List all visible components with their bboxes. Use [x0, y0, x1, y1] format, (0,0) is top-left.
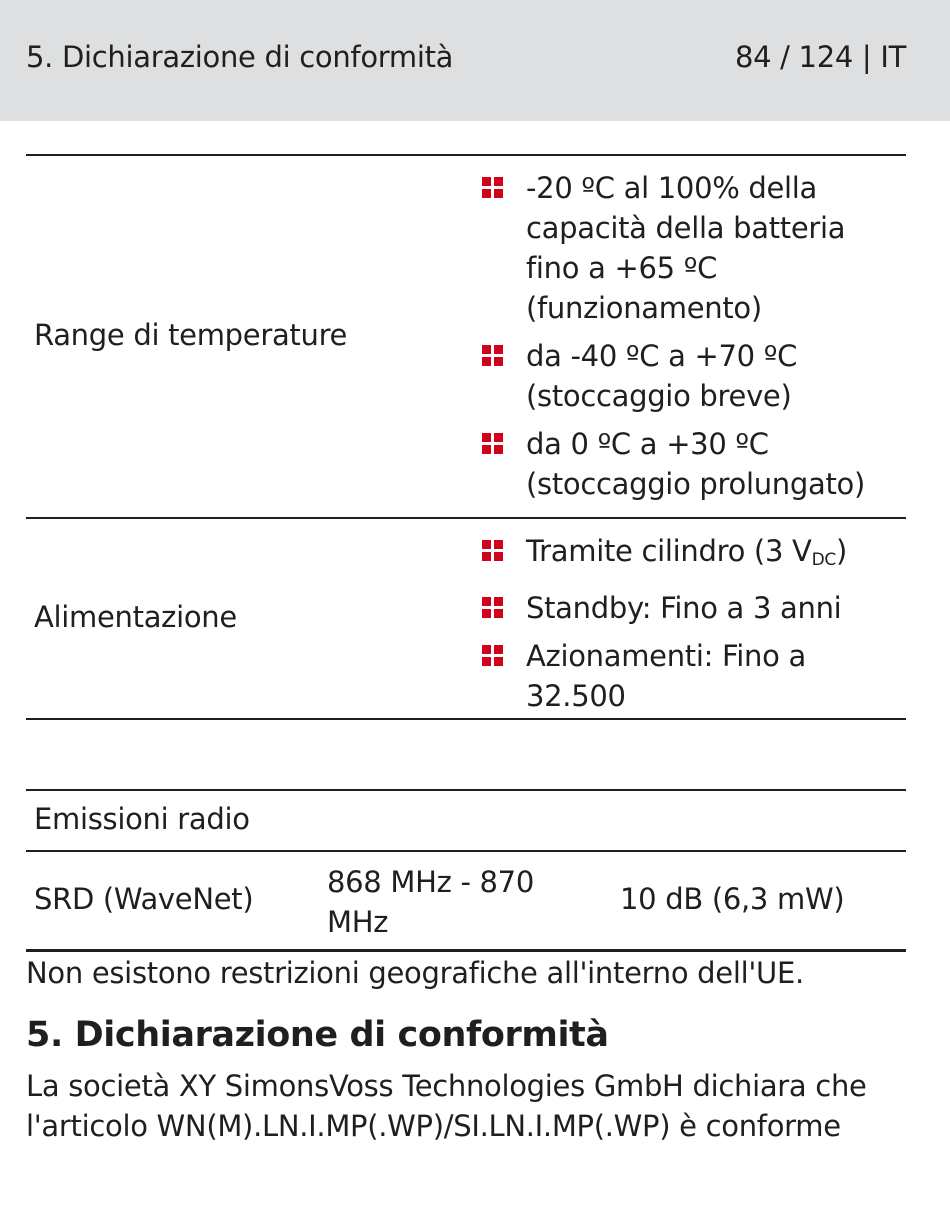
red-square-bullet-icon: [482, 540, 504, 562]
list-item: -20 ºC al 100% della capacità della batteria fino a +65 ºC (funzionamento): [482, 168, 902, 328]
section-heading: 5. Dichiarazione di conformità: [26, 1015, 609, 1055]
red-square-bullet-icon: [482, 345, 504, 367]
section-paragraph: La società XY SimonsVoss Technologies GmbH dichiara che l'articolo WN(M).LN.I.MP(.WP)/SI.LN.I.MP(.WP) è conforme: [26, 1069, 867, 1143]
list-item: da 0 ºC a +30 ºC (stoccaggio prolungato): [482, 424, 902, 504]
list-item: da -40 ºC a +70 ºC (stoccaggio breve): [482, 336, 902, 416]
header-title: 5. Dichiarazione di conformità: [26, 40, 454, 74]
red-square-bullet-icon: [482, 177, 504, 199]
red-square-bullet-icon: [482, 433, 504, 455]
list-item: Azionamenti: Fino a 32.500: [482, 636, 902, 716]
temperature-list: [482, 168, 902, 512]
geo-restrictions-note: Non esistono restrizioni geografiche all'interno dell'UE.: [26, 956, 804, 990]
radio-power: 10 dB (6,3 mW): [620, 882, 845, 916]
radio-type: SRD (WaveNet): [34, 882, 254, 916]
radio-emissions-header: Emissioni radio: [34, 802, 250, 836]
table-rule: [26, 850, 906, 852]
table-rule: [26, 949, 906, 952]
table-rule: [26, 517, 906, 519]
table-rule: [26, 789, 906, 791]
list-item: Tramite cilindro (3 $V_{DC}$): [482, 531, 902, 580]
list-item: Standby: Fino a 3 anni: [482, 588, 902, 628]
row-label-power-supply: Alimentazione: [34, 600, 237, 634]
red-square-bullet-icon: [482, 597, 504, 619]
table-rule: [26, 154, 906, 156]
power-supply-list: [482, 531, 902, 724]
table-rule: [26, 718, 906, 720]
row-label-temperature: Range di temperature: [34, 318, 348, 352]
header-page-info: 84 / 124 | IT: [734, 40, 906, 74]
red-square-bullet-icon: [482, 645, 504, 667]
page-header: [0, 0, 950, 121]
radio-frequency: 868 MHz - 870 MHz: [327, 865, 534, 939]
